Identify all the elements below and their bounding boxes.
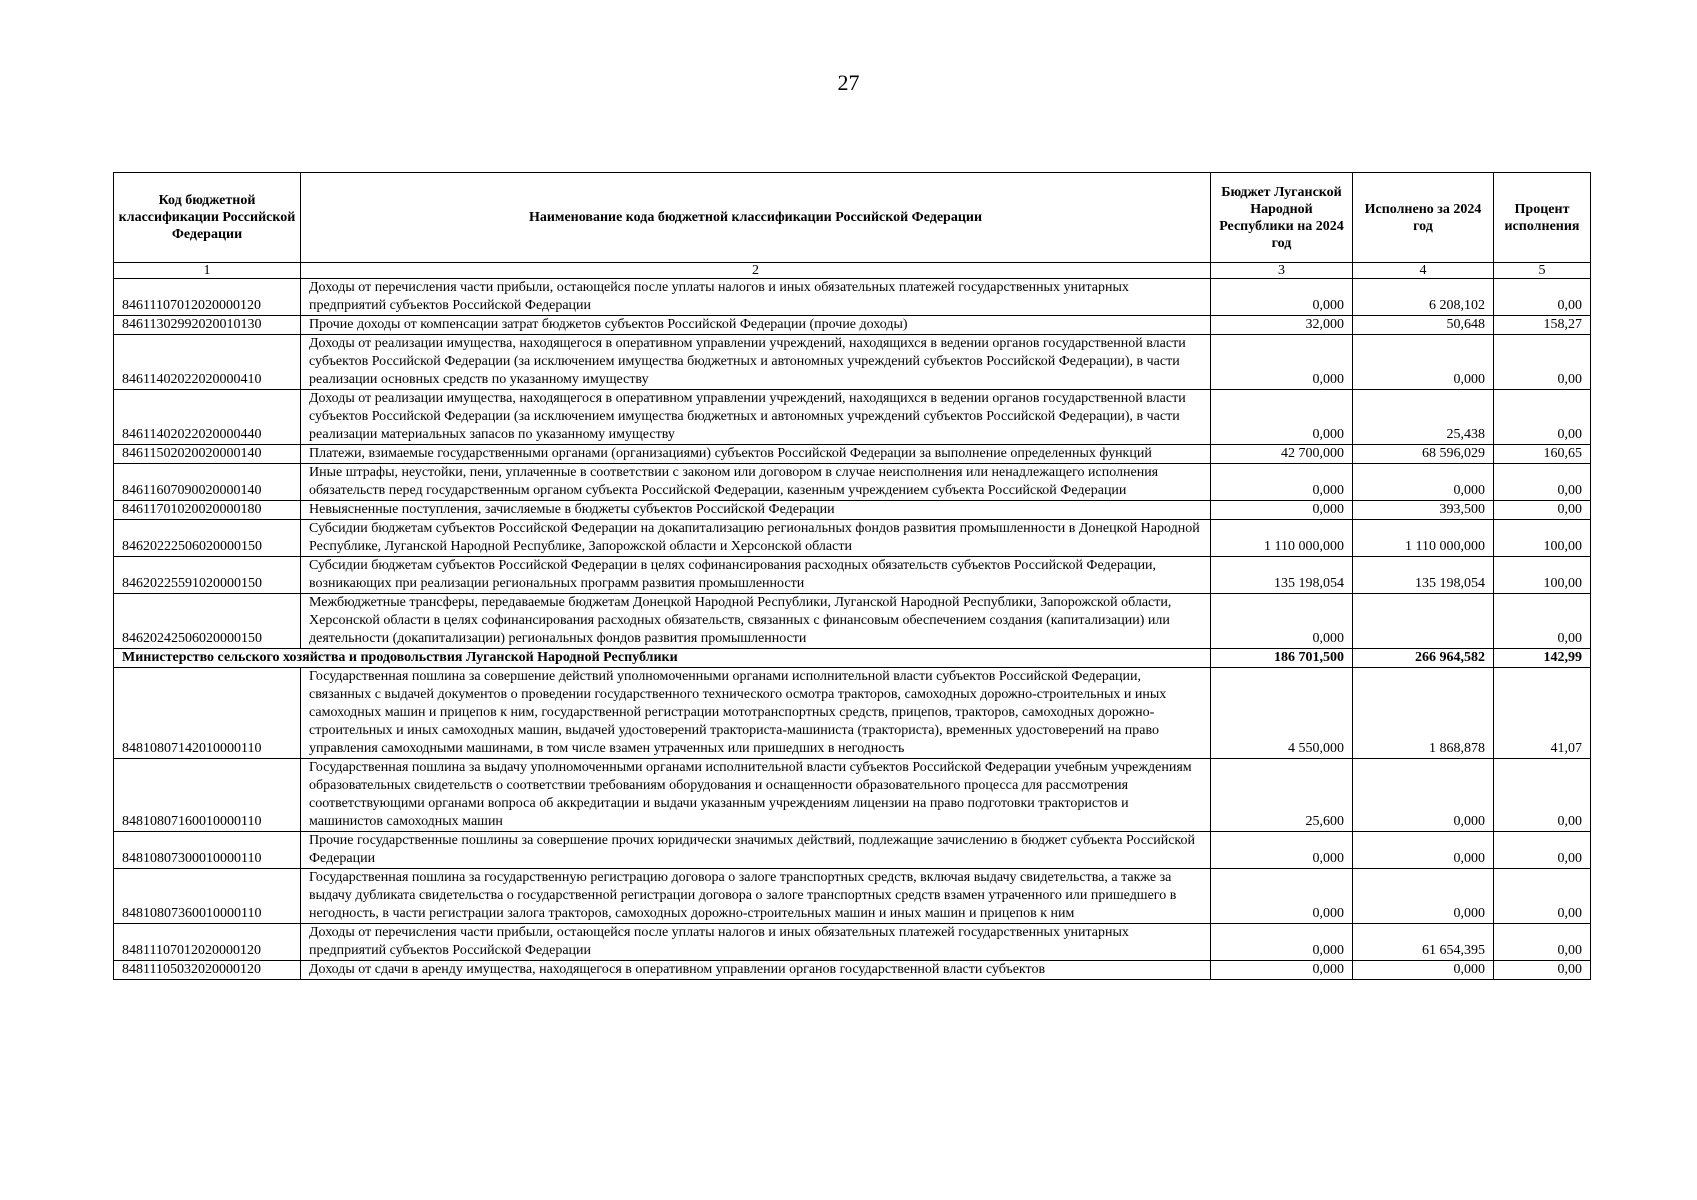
cell-budget: 0,000 [1211,924,1353,961]
cell-name: Прочие доходы от компенсации затрат бюджетов субъектов Российской Федерации (прочие доходы) [301,316,1211,335]
table-row [114,759,1591,832]
cell-code: 84810807160010000110 [114,759,301,832]
header-budget: Бюджет Луганской Народной Республики на 2024 год [1211,173,1353,263]
table-row [114,464,1591,501]
table-row [114,335,1591,390]
cell-percent: 0,00 [1494,335,1591,390]
cell-percent: 0,00 [1494,501,1591,520]
cell-percent: 100,00 [1494,557,1591,594]
cell-name: Иные штрафы, неустойки, пени, уплаченные в соответствии с законом или договором в случае неисполнения или ненадлежащего исполнения обязательств перед государственным органом субъекта Российской Федерации, казенным учреждением субъекта Российской Федерации [301,464,1211,501]
cell-code: 84611607090020000140 [114,464,301,501]
cell-percent: 0,00 [1494,464,1591,501]
cell-budget: 0,000 [1211,501,1353,520]
cell-code: 84611701020020000180 [114,501,301,520]
cell-executed: 266 964,582 [1353,649,1494,668]
cell-executed: 0,000 [1353,335,1494,390]
cell-budget: 0,000 [1211,594,1353,649]
cell-budget: 25,600 [1211,759,1353,832]
cell-executed: 0,000 [1353,464,1494,501]
header-code: Код бюджетной классификации Российской Федерации [114,173,301,263]
cell-executed: 1 868,878 [1353,668,1494,759]
cell-budget: 186 701,500 [1211,649,1353,668]
table-row [114,501,1591,520]
cell-name: Субсидии бюджетам субъектов Российской Федерации в целях софинансирования расходных обязательств субъектов Российской Федерации, возникающих при реализации региональных программ развития промышленности [301,557,1211,594]
cell-budget: 4 550,000 [1211,668,1353,759]
cell-percent: 0,00 [1494,390,1591,445]
cell-name: Государственная пошлина за совершение действий уполномоченными органами исполнительной власти субъектов Российской Федерации, связанных с выдачей документов о проведении государственного технического осмотра тракторов, самоходных дорожно-строительных и иных самоходных машин и прицепов к ним, государственной регистрации мототранспортных средств, прицепов, тракторов, самоходных дорожно-строительных и иных самоходных машин, выдачей удостоверений тракториста-машиниста (тракториста), временных удостоверений на право управления самоходными машинами, в том числе взамен утраченных или пришедших в негодность [301,668,1211,759]
cell-percent: 160,65 [1494,445,1591,464]
cell-code: 84811107012020000120 [114,924,301,961]
cell-code: 84611402022020000410 [114,335,301,390]
cell-executed: 6 208,102 [1353,279,1494,316]
cell-budget: 42 700,000 [1211,445,1353,464]
cell-budget: 1 110 000,000 [1211,520,1353,557]
cell-code: 84611107012020000120 [114,279,301,316]
cell-percent: 158,27 [1494,316,1591,335]
cell-name: Доходы от перечисления части прибыли, остающейся после уплаты налогов и иных обязательных платежей государственных унитарных предприятий субъектов Российской Федерации [301,924,1211,961]
cell-executed: 0,000 [1353,832,1494,869]
column-number: 5 [1494,263,1591,279]
cell-name: Доходы от перечисления части прибыли, остающейся после уплаты налогов и иных обязательных платежей государственных унитарных предприятий субъектов Российской Федерации [301,279,1211,316]
cell-percent: 0,00 [1494,832,1591,869]
cell-percent: 41,07 [1494,668,1591,759]
cell-executed: 61 654,395 [1353,924,1494,961]
table-body [114,279,1591,980]
cell-percent: 0,00 [1494,869,1591,924]
cell-percent: 142,99 [1494,649,1591,668]
cell-code: 84620222506020000150 [114,520,301,557]
cell-executed: 68 596,029 [1353,445,1494,464]
budget-table [113,172,1591,980]
cell-executed: 0,000 [1353,961,1494,980]
cell-name: Доходы от сдачи в аренду имущества, находящегося в оперативном управлении органов государственной власти субъектов [301,961,1211,980]
cell-code: 84810807360010000110 [114,869,301,924]
cell-budget: 0,000 [1211,390,1353,445]
cell-budget: 0,000 [1211,832,1353,869]
column-number: 2 [301,263,1211,279]
column-number: 4 [1353,263,1494,279]
table-row [114,316,1591,335]
table-row [114,869,1591,924]
cell-budget: 0,000 [1211,464,1353,501]
column-number: 1 [114,263,301,279]
table-row [114,520,1591,557]
cell-code: 84611502020020000140 [114,445,301,464]
section-name: Министерство сельского хозяйства и продовольствия Луганской Народной Республики [114,649,1211,668]
cell-code: 84810807300010000110 [114,832,301,869]
cell-executed: 393,500 [1353,501,1494,520]
table-row [114,390,1591,445]
column-number: 3 [1211,263,1353,279]
cell-name: Межбюджетные трансферы, передаваемые бюджетам Донецкой Народной Республики, Луганской Народной Республики, Запорожской области, Херсонской области в целях софинансирования расходных обязательств, связанных с финансовым обеспечением создания (капитализации) или деятельности (докапитализации) региональных фондов развития промышленности [301,594,1211,649]
table-row [114,279,1591,316]
cell-name: Невыясненные поступления, зачисляемые в бюджеты субъектов Российской Федерации [301,501,1211,520]
cell-code: 84620225591020000150 [114,557,301,594]
cell-code: 84811105032020000120 [114,961,301,980]
header-percent: Процент исполнения [1494,173,1591,263]
cell-executed: 0,000 [1353,759,1494,832]
page-number: 27 [837,70,860,95]
cell-budget: 0,000 [1211,869,1353,924]
table-row [114,557,1591,594]
table-row [114,924,1591,961]
cell-budget: 32,000 [1211,316,1353,335]
cell-budget: 0,000 [1211,279,1353,316]
table-row [114,594,1591,649]
cell-budget: 0,000 [1211,961,1353,980]
cell-name: Платежи, взимаемые государственными органами (организациями) субъектов Российской Федерации за выполнение определенных функций [301,445,1211,464]
table-row [114,961,1591,980]
cell-name: Государственная пошлина за выдачу уполномоченными органами исполнительной власти субъектов Российской Федерации учебным учреждениям образовательных свидетельств о соответствии требованиям оборудования и оснащенности образовательного процесса для рассмотрения соответствующими органами вопроса об аккредитации и выдачи указанным учреждениям лицензии на право подготовки трактористов и машинистов самоходных машин [301,759,1211,832]
cell-executed: 1 110 000,000 [1353,520,1494,557]
cell-executed: 50,648 [1353,316,1494,335]
table-row [114,832,1591,869]
cell-name: Прочие государственные пошлины за совершение прочих юридически значимых действий, подлежащие зачислению в бюджет субъекта Российской Федерации [301,832,1211,869]
cell-code: 84611302992020010130 [114,316,301,335]
table-row [114,668,1591,759]
cell-name: Государственная пошлина за государственную регистрацию договора о залоге транспортных средств, включая выдачу свидетельства, а также за выдачу дубликата свидетельства о государственной регистрации договора о залоге транспортных средств взамен утраченного или пришедшего в негодность, в части регистрации залога тракторов, самоходных дорожно-строительных машин и иных машин и прицепов к ним [301,869,1211,924]
cell-budget: 0,000 [1211,335,1353,390]
cell-percent: 0,00 [1494,279,1591,316]
table-row [114,445,1591,464]
column-number-row [114,263,1591,279]
cell-budget: 135 198,054 [1211,557,1353,594]
cell-percent: 0,00 [1494,961,1591,980]
cell-percent: 0,00 [1494,924,1591,961]
cell-percent: 0,00 [1494,594,1591,649]
cell-code: 84810807142010000110 [114,668,301,759]
cell-code: 84620242506020000150 [114,594,301,649]
cell-percent: 0,00 [1494,759,1591,832]
cell-percent: 100,00 [1494,520,1591,557]
cell-executed: 25,438 [1353,390,1494,445]
cell-name: Субсидии бюджетам субъектов Российской Федерации на докапитализацию региональных фондов развития промышленности в Донецкой Народной Республике, Луганской Народной Республике, Запорожской области и Херсонской области [301,520,1211,557]
table-header-row [114,173,1591,263]
cell-executed [1353,594,1494,649]
cell-code: 84611402022020000440 [114,390,301,445]
cell-executed: 0,000 [1353,869,1494,924]
header-name: Наименование кода бюджетной классификации Российской Федерации [301,173,1211,263]
section-row [114,649,1591,668]
cell-name: Доходы от реализации имущества, находящегося в оперативном управлении учреждений, находящихся в ведении органов государственной власти субъектов Российской Федерации (за исключением имущества бюджетных и автономных учреждений субъектов Российской Федерации), в части реализации основных средств по указанному имуществу [301,335,1211,390]
cell-name: Доходы от реализации имущества, находящегося в оперативном управлении учреждений, находящихся в ведении органов государственной власти субъектов Российской Федерации (за исключением имущества бюджетных и автономных учреждений субъектов Российской Федерации), в части реализации материальных запасов по указанному имуществу [301,390,1211,445]
cell-executed: 135 198,054 [1353,557,1494,594]
header-executed: Исполнено за 2024 год [1353,173,1494,263]
